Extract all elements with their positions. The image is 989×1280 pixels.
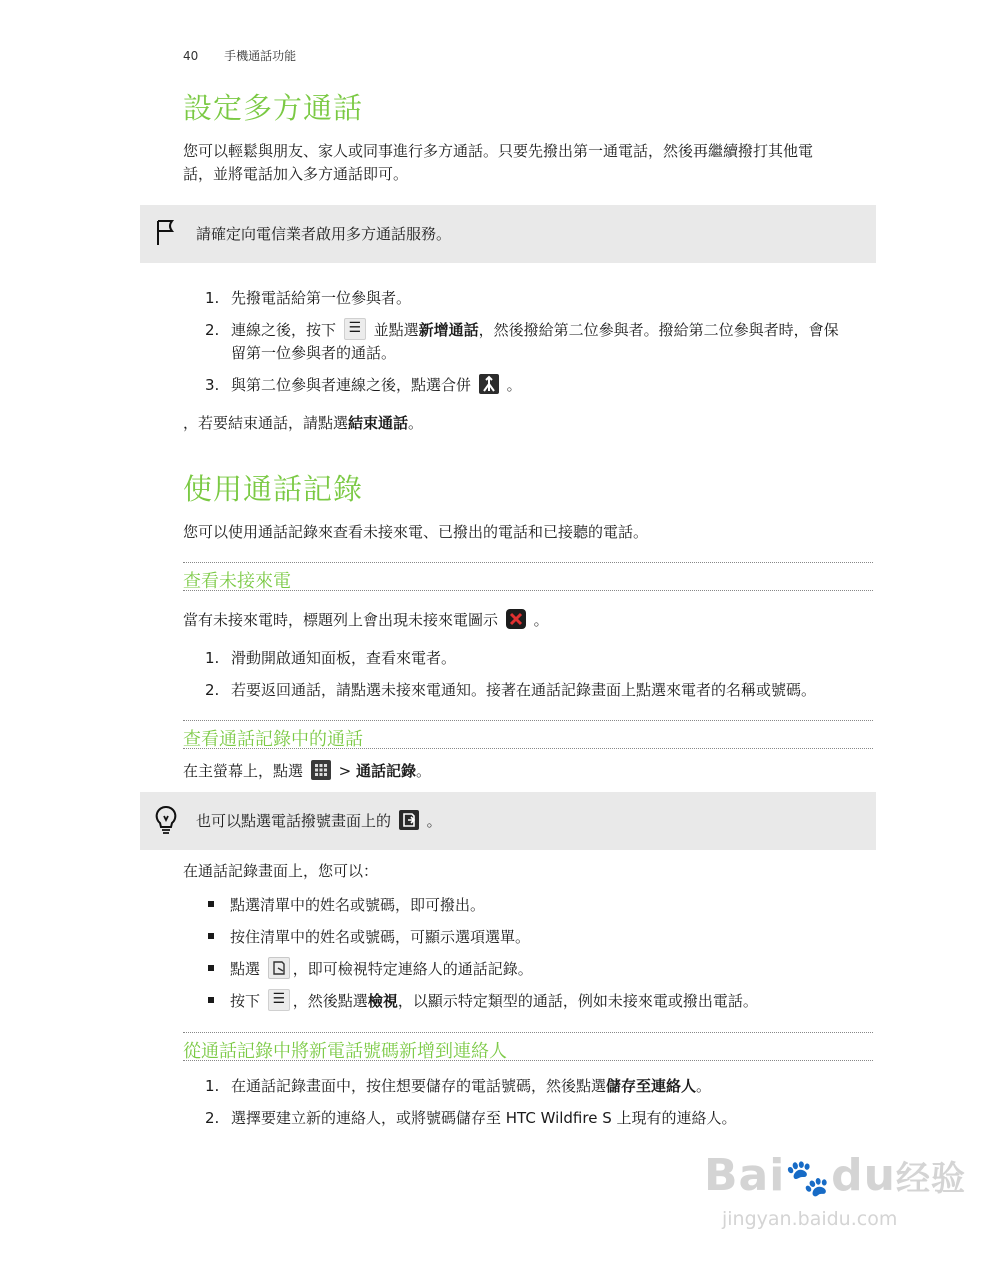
list-item: 2. 若要返回通話，請點選未接來電通知。接著在通話記錄畫面上點選來電者的名稱或號碼。	[205, 681, 817, 699]
divider	[183, 748, 873, 749]
divider	[183, 1060, 873, 1061]
bullet-item: 按下 ☰ ，然後點選檢視，以顯示特定類型的通話，例如未接來電或撥出電話。	[208, 990, 758, 1013]
list-item: 2. 連線之後，按下 ☰ 並點選新增通話，然後撥給第二位參與者。撥給第二位參與者時，會保 留第一位參與者的通話。	[205, 319, 839, 362]
page-header	[183, 47, 296, 64]
menu-icon: ☰	[268, 989, 290, 1011]
bullet-marker	[208, 997, 214, 1003]
note-box	[140, 205, 876, 263]
list-item: 1. 先撥電話給第一位參與者。	[205, 289, 412, 307]
missed-call-text: 當有未接來電時，標題列上會出現未接來電圖示 。	[183, 609, 873, 632]
missed-call-icon	[506, 609, 526, 629]
contact-history-icon	[268, 957, 290, 979]
section-title-call-history: 使用通話記錄	[183, 472, 364, 506]
baidu-watermark-url: jingyan.baidu.com	[722, 1208, 898, 1230]
list-intro: 在通話記錄畫面上，您可以：	[183, 862, 379, 880]
section2-intro: 您可以使用通話記錄來查看未接來電、已撥出的電話和已接聽的電話。	[183, 523, 649, 541]
list-item: 2. 選擇要建立新的連絡人，或將號碼儲存至 HTC Wildfire S 上現有的連絡人。	[205, 1109, 737, 1127]
bullet-item: 點選 ，即可檢視特定連絡人的通話記錄。	[208, 958, 533, 981]
section1-intro: 您可以輕鬆與朋友、家人或同事進行多方通話。只要先撥出第一通電話，然後再繼續撥打其他電 話，並將電話加入多方通話即可。	[183, 142, 814, 183]
section-title-conference: 設定多方通話	[183, 91, 364, 125]
divider	[183, 1032, 873, 1033]
bullet-item: 按住清單中的姓名或號碼，可顯示選項選單。	[208, 926, 530, 949]
note-text: 請確定向電信業者啟用多方通話服務。	[196, 225, 452, 243]
app-grid-icon	[311, 760, 331, 780]
page-number: 40	[183, 49, 199, 63]
lightbulb-icon	[152, 804, 180, 836]
subsection-title-missed: 查看未接來電	[183, 571, 291, 592]
home-screen-text: 在主螢幕上，點選 > 通話記錄。	[183, 760, 873, 783]
list-item: 1. 滑動開啟通知面板，查看來電者。	[205, 649, 457, 667]
divider	[183, 720, 873, 721]
bullet-marker	[208, 933, 214, 939]
chapter-title: 手機通話功能	[224, 49, 297, 63]
divider	[183, 590, 873, 591]
end-call-text: ，若要結束通話，請點選結束通話。	[183, 414, 424, 432]
bullet-marker	[208, 901, 214, 907]
bullet-item: 點選清單中的姓名或號碼，即可撥出。	[208, 894, 485, 917]
tip-box: 也可以點選電話撥號畫面上的 。	[140, 792, 876, 850]
call-history-icon	[399, 810, 419, 830]
flag-icon	[152, 217, 180, 249]
list-item: 1. 在通話記錄畫面中，按住想要儲存的電話號碼，然後點選儲存至連絡人。	[205, 1077, 712, 1095]
tip-text: 也可以點選電話撥號畫面上的	[196, 812, 392, 830]
baidu-watermark-logo: Bai🐾du经验	[704, 1150, 966, 1201]
menu-icon: ☰	[344, 318, 366, 340]
divider	[183, 562, 873, 563]
paw-icon: 🐾	[785, 1158, 832, 1199]
subsection-title-history: 查看通話記錄中的通話	[183, 729, 363, 750]
list-item: 3. 與第二位參與者連線之後，點選合併 。	[205, 374, 875, 397]
merge-call-icon	[479, 374, 499, 394]
subsection-title-save-contact: 從通話記錄中將新電話號碼新增到連絡人	[183, 1041, 507, 1062]
bullet-marker	[208, 965, 214, 971]
